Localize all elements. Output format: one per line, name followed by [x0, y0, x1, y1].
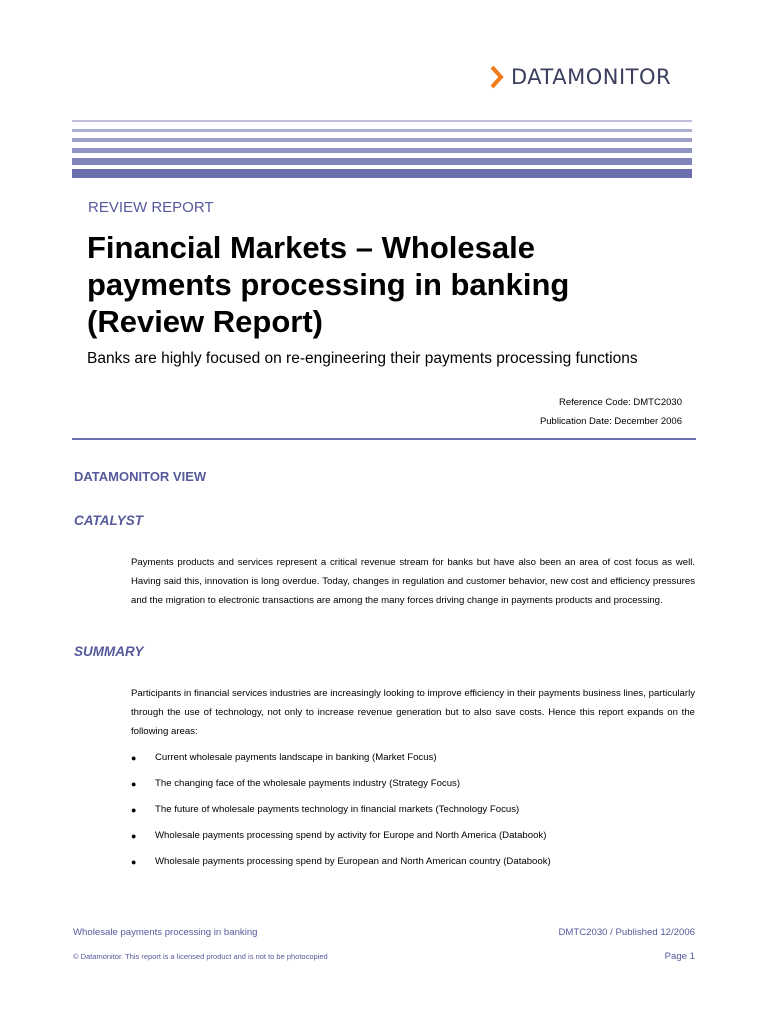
page-subtitle: Banks are highly focused on re-engineering their payments processing functions — [87, 350, 638, 367]
report-type-label: REVIEW REPORT — [88, 199, 214, 216]
bullet-text: Wholesale payments processing spend by European and North American country (Databook) — [155, 856, 551, 867]
bullet-icon: ● — [131, 805, 137, 815]
list-item — [131, 748, 695, 774]
footer-reference: DMTC2030 / Published 12/2006 — [558, 927, 695, 938]
bullet-icon: ● — [131, 753, 137, 763]
reference-block — [540, 393, 682, 431]
page-number: Page 1 — [664, 951, 695, 962]
bullet-text: The future of wholesale payments technology in financial markets (Technology Focus) — [155, 804, 520, 815]
footer-title: Wholesale payments processing in banking — [73, 927, 258, 938]
datamonitor-logo — [488, 62, 703, 92]
summary-bullet-list — [131, 748, 695, 878]
divider — [72, 438, 696, 440]
list-item — [131, 826, 695, 852]
stripe — [72, 138, 692, 142]
logo-text: DATAMONITOR — [511, 65, 672, 89]
list-item — [131, 852, 695, 878]
bullet-text: The changing face of the wholesale payments industry (Strategy Focus) — [155, 778, 461, 789]
summary-paragraph: Participants in financial services industries are increasingly looking to improve efficiency in their payments business lines, particularly through the use of technology, not only to increase revenue generation but to also save costs. Hence this report expands on the following areas: — [131, 688, 695, 737]
copyright-notice: © Datamonitor. This report is a licensed product and is not to be photocopied — [73, 952, 328, 961]
stripe — [72, 129, 692, 132]
bullet-icon: ● — [131, 857, 137, 867]
bullet-text: Wholesale payments processing spend by activity for Europe and North America (Databook) — [155, 830, 547, 841]
page-title: Financial Markets – Wholesale payments processing in banking (Review Report) — [87, 230, 570, 339]
publication-date: Publication Date: December 2006 — [539, 416, 682, 427]
section-heading-catalyst: CATALYST — [74, 513, 143, 528]
header-stripes — [72, 120, 692, 178]
list-item — [131, 800, 695, 826]
reference-code: Reference Code: DMTC2030 — [558, 397, 682, 408]
catalyst-paragraph: Payments products and services represent a critical revenue stream for banks but have also been an area of cost focus as well. Having said this, innovation is long overdue. Today, changes in regulation and customer behavior, new cost and efficiency pressures and the migration to electronic transactions are among the many forces driving change in payments products and processing. — [131, 557, 695, 606]
stripe — [72, 169, 692, 178]
section-heading-summary: SUMMARY — [74, 644, 144, 659]
stripe — [72, 158, 692, 165]
section-heading-view: DATAMONITOR VIEW — [74, 469, 207, 484]
logo-chevron-icon — [488, 65, 506, 89]
bullet-icon: ● — [131, 779, 137, 789]
bullet-icon: ● — [131, 831, 137, 841]
bullet-text: Current wholesale payments landscape in banking (Market Focus) — [155, 752, 437, 763]
stripe — [72, 120, 692, 122]
list-item — [131, 774, 695, 800]
stripe — [72, 148, 692, 153]
